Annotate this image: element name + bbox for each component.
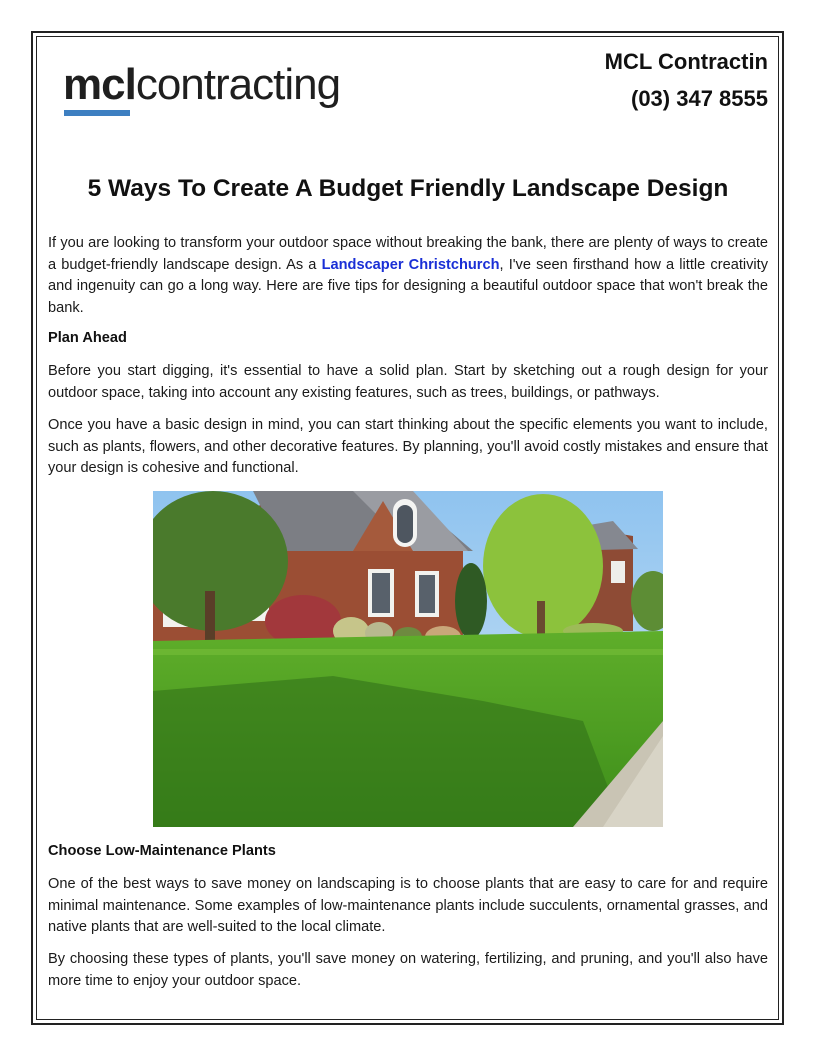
page-title: 5 Ways To Create A Budget Friendly Landscape Design bbox=[87, 175, 729, 202]
section-heading-plan-ahead: Plan Ahead bbox=[48, 330, 127, 346]
logo-wordmark bbox=[63, 60, 340, 110]
intro-text-before: If you are looking to transform your outdoor space without breaking the bank, there are plenty of ways to create a budget-friendly landscape design. As a bbox=[48, 235, 768, 273]
company-phone: (03) 347 8555 bbox=[631, 86, 768, 111]
intro-text-after: , I've seen firsthand how a little creativity and ingenuity can go a long way. Here are five tips for designing a beautiful outdoor space that won't break the bank. bbox=[48, 256, 769, 316]
logo-text-contracting: contracting bbox=[135, 60, 341, 109]
section-heading-low-maintenance: Choose Low-Maintenance Plants bbox=[48, 843, 276, 859]
company-logo bbox=[63, 60, 341, 120]
plan-ahead-paragraph-2: Once you have a basic design in mind, you can start thinking about the specific elements you want to include, such as plants, flowers, and other decorative features. By planning, you'll avoid costly mistakes and ensure that your design is cohesive and functional. bbox=[48, 417, 768, 477]
company-contact bbox=[605, 49, 768, 112]
landscape-photo bbox=[153, 491, 663, 827]
landscape-photo-icon bbox=[153, 491, 663, 827]
logo-underline bbox=[64, 110, 130, 116]
logo-text-mcl: mcl bbox=[63, 60, 136, 109]
plan-ahead-paragraph-1: Before you start digging, it's essential to have a solid plan. Start by sketching out a rough design for your outdoor space, taking into account any existing features, such as trees, buildings, or pathways. bbox=[48, 363, 768, 401]
landscaper-christchurch-link[interactable]: Landscaper Christchurch bbox=[321, 256, 500, 273]
low-maintenance-paragraph-2: By choosing these types of plants, you'll save money on watering, fertilizing, and pruning, and you'll also have more time to enjoy your outdoor space. bbox=[48, 951, 768, 989]
intro-paragraph bbox=[48, 233, 768, 319]
low-maintenance-paragraph-1: One of the best ways to save money on landscaping is to choose plants that are easy to care for and require minimal maintenance. Some examples of low-maintenance plants include succulents, ornamental grasses, and native plants that are well-suited to the local climate. bbox=[48, 876, 768, 936]
company-name: MCL Contractin bbox=[604, 49, 768, 74]
